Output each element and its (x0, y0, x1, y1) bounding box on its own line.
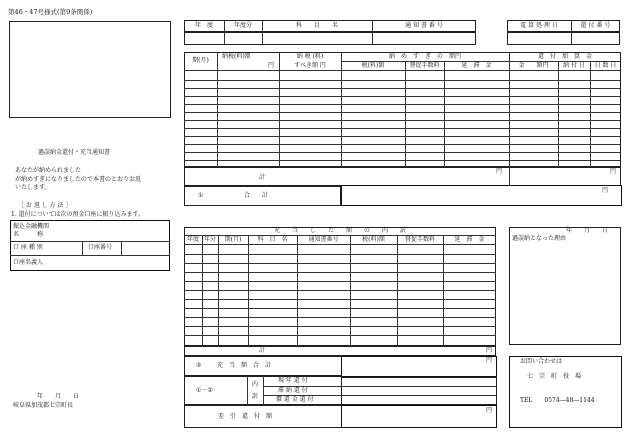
bank-label-2: 名 称 (13, 231, 44, 238)
account-number-label: 口座番号 (88, 244, 113, 251)
header-notice-number: 通 知 書 番 号 (405, 22, 443, 29)
circle-1: ① (198, 192, 204, 199)
sub-dunning-fee: 督促手数料 (409, 62, 440, 69)
appropriation-title: 充 当 し た 額 の 内 訳 (273, 227, 406, 234)
net-refund-label: 差 引 還 付 額 (218, 413, 273, 420)
method-heading: ［ お 返 し 方 法 ］ (18, 202, 72, 209)
notice-body-1: あなたが納められました (15, 167, 82, 174)
breakdown-arrears: 滞 納 還 付 (278, 387, 308, 394)
grand-total-box (341, 185, 622, 206)
notice-body-3: いたします。 (15, 184, 51, 191)
header-subject-name: 科 目 名 (295, 22, 338, 29)
bank-label-1: 振込金融機関 (13, 223, 50, 230)
col-paid-unit: 円 (267, 62, 274, 69)
appr-col-year: 年度 (186, 236, 199, 243)
footer-issuer: 岐阜県加茂郡七宗町長 (13, 402, 74, 409)
refund-total-yen: 円 (610, 168, 617, 175)
main-total-label: 計 (259, 174, 266, 181)
footer-date: 年 月 日 (37, 393, 80, 400)
circle-2: ② (196, 362, 202, 369)
appr-col-tax: 税(料)額 (362, 236, 385, 243)
breakdown-repayment: 償 還 金 還 付 (276, 396, 314, 403)
breakdown-current-year: 現 年 還 付 (278, 377, 308, 384)
contact-office: 七 宗 町 役 場 (527, 373, 582, 380)
contact-heading: お問い合わせは (520, 358, 563, 365)
appr-col-subject: 科 目 名 (257, 236, 288, 243)
reason-date: 年 月 日 (566, 227, 609, 234)
address-window (9, 21, 171, 118)
appropriated-total-label: 充 当 額 合 計 (217, 362, 272, 369)
appr-col-notice-number: 通知書番号 (308, 236, 339, 243)
sub-tax-amount: 税(料)額 (361, 62, 385, 69)
header-year-portion: 年度分 (233, 22, 252, 29)
method-line: 1. 還付については次の預金口座に振り込みます。 (11, 211, 145, 218)
col-should-pay-2: すべき額 円 (294, 62, 326, 69)
sub-days: 日 数 日 (594, 62, 617, 69)
form-id: 第46・47号様式(第9条関係) (8, 8, 93, 16)
contact-box (509, 356, 622, 428)
inner-label-2: 訳 (252, 393, 259, 400)
inner-label-1: 内 (252, 381, 259, 388)
group-overpayment: 納 め す ぎ の 額円 (388, 53, 461, 60)
account-holder-label: 口座名義人 (13, 259, 44, 266)
group-refund-addition: 還 付 加 算 金 (537, 53, 592, 60)
net-refund-yen: 円 (486, 407, 493, 414)
net-refund-box (341, 405, 497, 428)
col-period: 期(月) (192, 57, 209, 64)
contact-tel: TEL 0574―48―1144 (520, 397, 595, 404)
circle-diff: ①－② (196, 387, 213, 394)
appr-total-label: 計 (259, 347, 266, 354)
account-type-label: 口 座 種 別 (13, 244, 43, 251)
appr-total-yen: 円 (486, 347, 493, 354)
sub-delinquency: 延 滞 金 (461, 62, 492, 69)
header-fiscal-year: 年 度 (194, 22, 213, 29)
header-refund-number: 還 付 番 号 (580, 22, 611, 29)
sub-amount: 金 額円 (518, 62, 549, 69)
main-total-yen: 円 (496, 168, 503, 175)
notice-title: 過誤納金還付・充当通知書 (38, 149, 111, 156)
header-process-date: 電 算 処 理 日 (520, 22, 558, 29)
grand-total-label: 合 計 (244, 192, 269, 199)
appr-col-fee: 督促手数料 (404, 236, 435, 243)
col-should-pay: 納 税 (料) (296, 53, 324, 60)
reason-box (509, 227, 621, 345)
col-paid-amount: 納税(料)額 (222, 53, 251, 60)
reason-label: 過誤納となった理由 (512, 235, 567, 242)
appropriated-total-yen: 円 (486, 357, 493, 364)
appr-col-period: 期(月) (224, 236, 242, 243)
sub-payment-date: 納 付 日 (563, 62, 585, 69)
appr-col-delay: 延 滞 金 (454, 236, 485, 243)
appr-col-portion: 年分 (203, 236, 216, 243)
notice-body-2: が納めすぎになりましたので本書のとおりお返 (15, 176, 142, 183)
grand-total-yen: 円 (602, 187, 609, 194)
appropriated-total-box (341, 356, 497, 377)
